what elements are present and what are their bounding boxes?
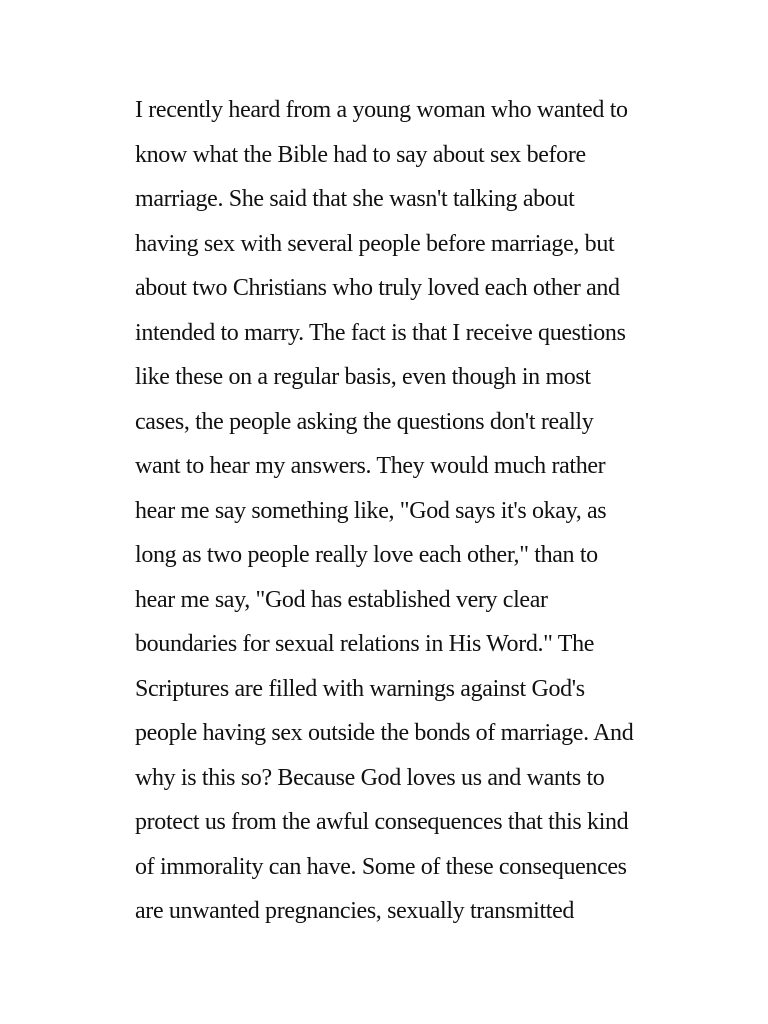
text-line: cases, the people asking the questions don't really bbox=[135, 408, 594, 435]
body-paragraph bbox=[135, 88, 735, 934]
text-line: about two Christians who truly loved each other and bbox=[135, 275, 620, 301]
text-line: protect us from the awful consequences that this kind bbox=[135, 809, 629, 835]
text-line: know what the Bible had to say about sex before bbox=[135, 141, 586, 168]
text-line: want to hear my answers. They would much rather bbox=[135, 453, 606, 479]
text-line: are unwanted pregnancies, sexually transmitted bbox=[135, 898, 575, 924]
text-line: boundaries for sexual relations in His Word." The bbox=[135, 631, 595, 657]
text-line: hear me say, "God has established very clear bbox=[135, 586, 548, 613]
text-line: people having sex outside the bonds of marriage. And bbox=[135, 720, 634, 746]
text-line: Scriptures are filled with warnings against God's bbox=[135, 675, 585, 702]
text-line: intended to marry. The fact is that I receive questions bbox=[135, 319, 626, 346]
text-line: like these on a regular basis, even though in most bbox=[135, 364, 591, 390]
text-line: long as two people really love each other," than to bbox=[135, 542, 598, 568]
text-line: of immorality can have. Some of these consequences bbox=[135, 853, 627, 880]
text-line: why is this so? Because God loves us and wants to bbox=[135, 764, 605, 791]
text-line: I recently heard from a young woman who wanted to bbox=[135, 97, 628, 123]
text-line: having sex with several people before marriage, but bbox=[135, 230, 615, 257]
text-line: hear me say something like, "God says it's okay, as bbox=[135, 497, 607, 524]
text-line: marriage. She said that she wasn't talking about bbox=[135, 186, 575, 212]
